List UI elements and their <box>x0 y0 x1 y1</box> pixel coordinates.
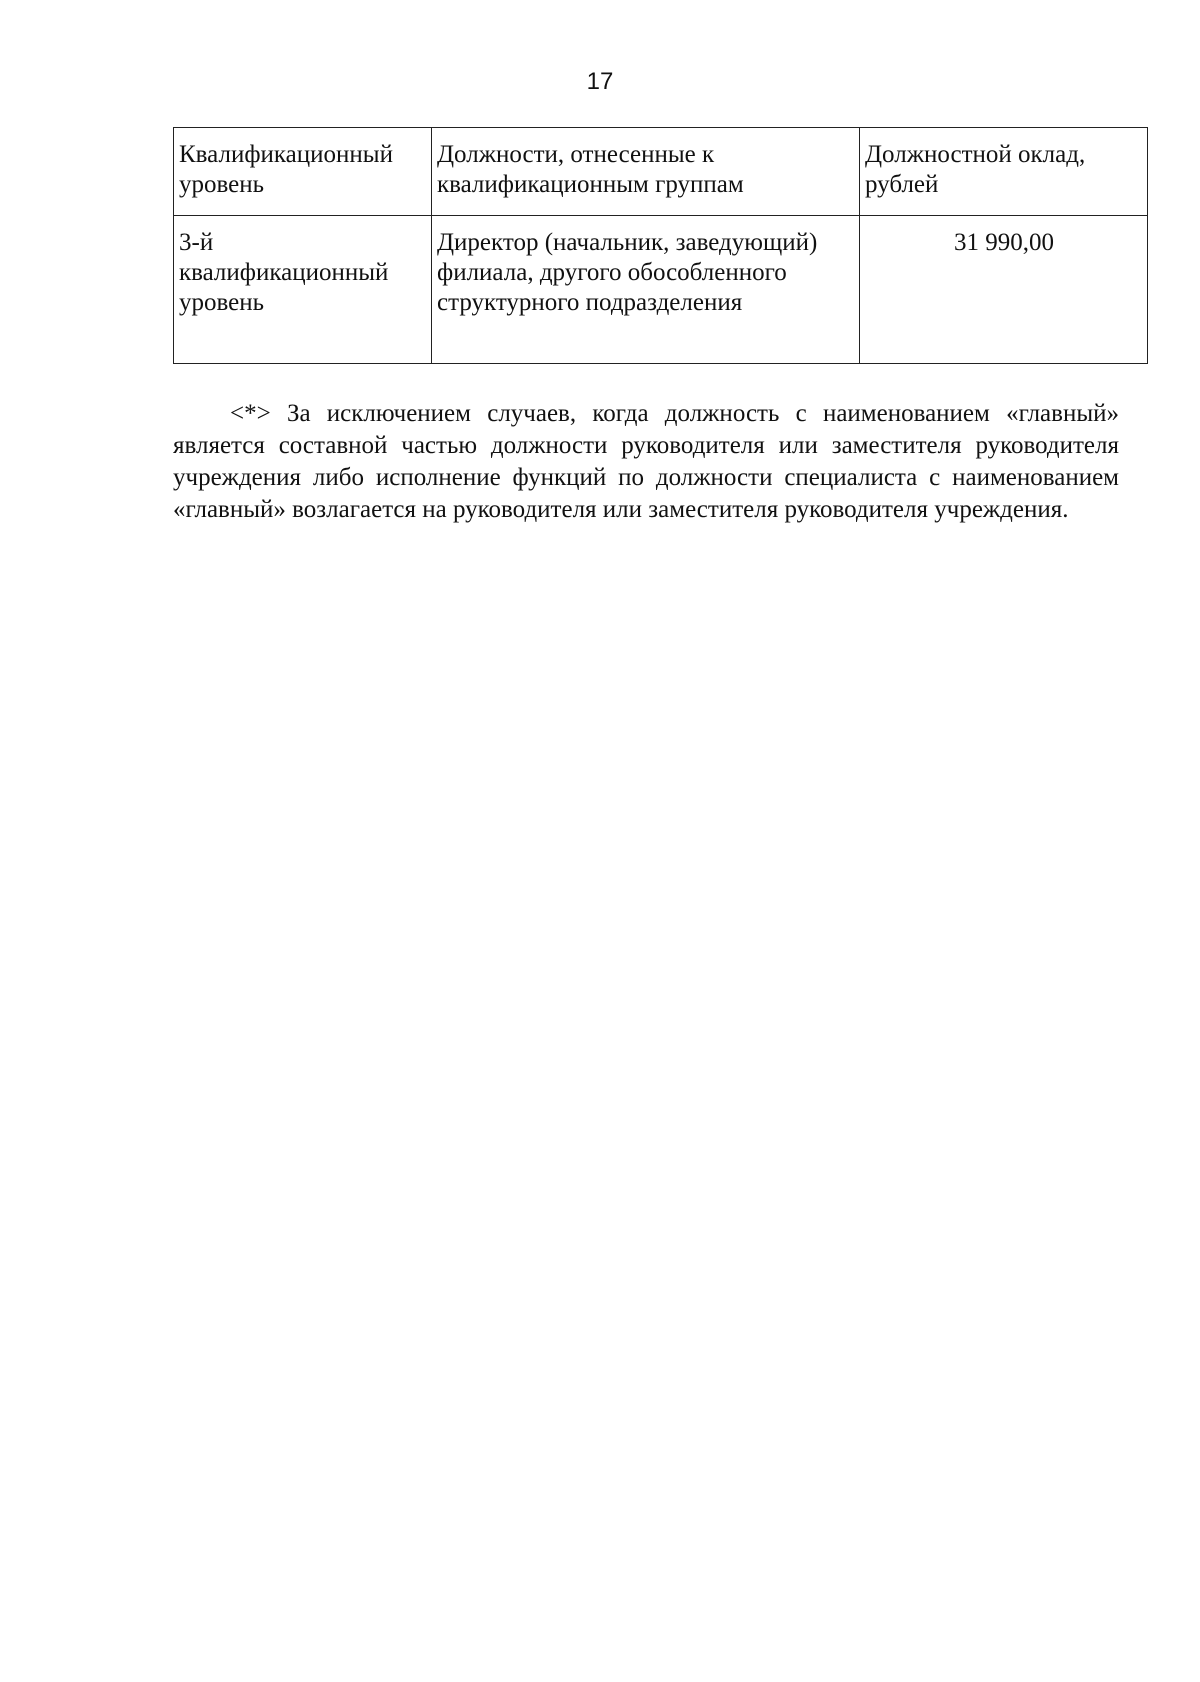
table-row <box>174 216 1148 364</box>
header-positions: Должности, отнесенные к квалификационным группам <box>432 128 860 216</box>
page-number: 17 <box>586 68 614 95</box>
table-header-row <box>174 128 1148 216</box>
header-salary: Должностной оклад, рублей <box>860 128 1148 216</box>
cell-qualification-level: 3-й квалификационный уровень <box>174 216 432 364</box>
cell-position: Директор (начальник, заведующий) филиала, другого обособленного структурного подразделения <box>432 216 860 364</box>
qualification-table <box>173 127 1148 364</box>
cell-salary: 31 990,00 <box>860 216 1148 364</box>
footnote: <*> За исключением случаев, когда должность с наименованием «главный» является составной частью должности руководителя или заместителя руководителя учреждения либо исполнение функций по должности специалиста с наименованием «главный» возлагается на руководителя или заместителя руководителя учреждения. <box>173 400 1119 523</box>
header-qualification-level: Квалификационный уровень <box>174 128 432 216</box>
